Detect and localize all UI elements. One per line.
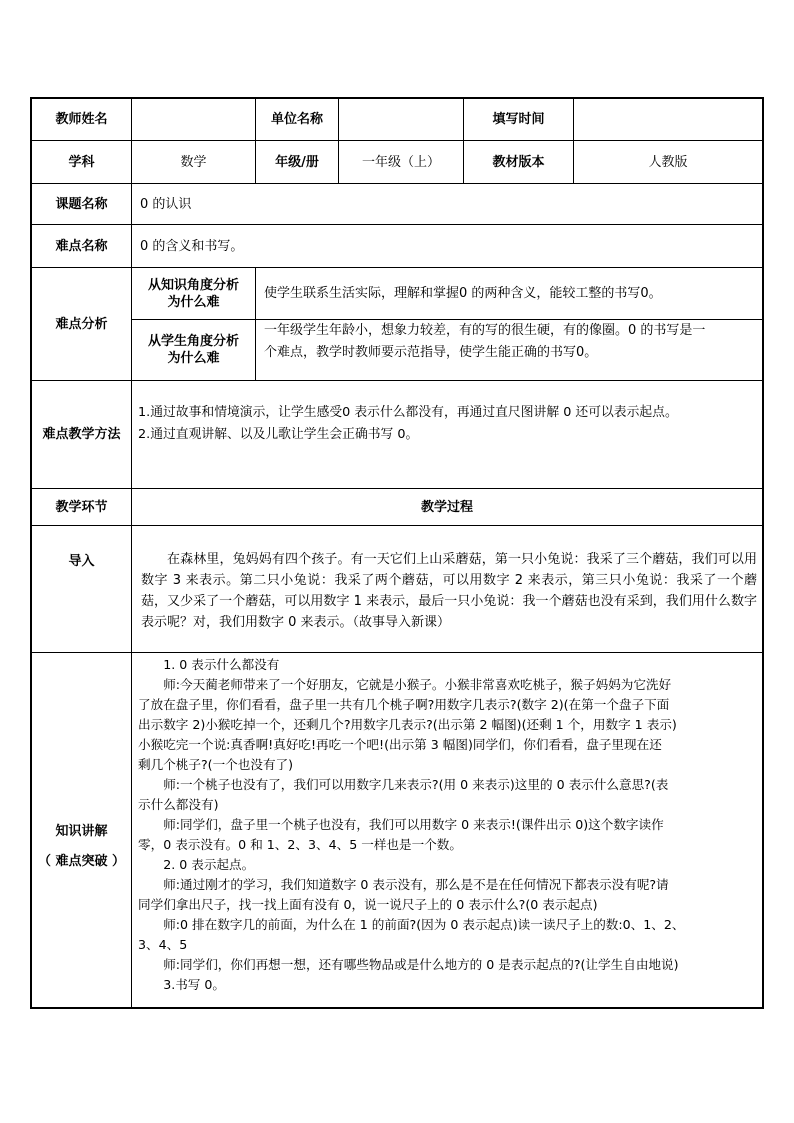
student-angle-label-line-1: 从学生角度分析 [147, 334, 239, 349]
topic-value: 0 的认识 [140, 196, 192, 212]
knowledge-label-line-2: （ 难点突破 ） [37, 854, 126, 869]
row-divider [30, 525, 764, 526]
subject-label: 学科 [68, 154, 95, 170]
difficulty-value: 0 的含义和书写。 [140, 238, 244, 254]
topic-label: 课题名称 [55, 196, 108, 212]
knowledge-angle-label-line-1: 从知识角度分析 [147, 277, 239, 293]
student-angle-text [256, 320, 762, 380]
fill-time-value[interactable] [574, 99, 762, 140]
knowledge-line: 剩几个桃子?(一个也没有了) [138, 757, 294, 772]
knowledge-angle-text: 使学生联系生活实际，理解和掌握0 的两种含义，能较工整的书写0。 [264, 286, 662, 301]
knowledge-line: 师:同学们，盘子里一个桃子也没有，我们可以用数字 0 来表示!(课件出示 0)这个数字读作 [138, 817, 664, 832]
student-angle-label-line-2: 为什么难 [167, 351, 220, 366]
method-line-1: 1.通过故事和情境演示，让学生感受0 表示什么都没有，再通过直尺图讲解 0 还可以表示起点。 [138, 405, 678, 420]
knowledge-line: 零，0 表示没有。0 和 1、2、3、4、5 一样也是一个数。 [138, 837, 462, 852]
method-text [138, 402, 760, 446]
grade-label: 年级/册 [275, 154, 319, 170]
knowledge-line: 示什么都没有) [138, 797, 219, 812]
knowledge-line: 师:0 排在数字几的前面，为什么在 1 的前面?(因为 0 表示起点)读一读尺子上的数:0、1、2、 [138, 917, 685, 932]
knowledge-line: 3、4、5 [138, 937, 188, 952]
row-divider [30, 380, 764, 381]
method-label: 难点教学方法 [42, 427, 121, 442]
process-header: 教学过程 [420, 499, 473, 515]
student-angle-text-line-1: 一年级学生年龄小，想象力较差，有的写的很生硬，有的像圈。0 的书写是一 [264, 323, 706, 338]
table-border-right [762, 97, 764, 1009]
unit-value[interactable] [339, 99, 463, 140]
student-angle-text-line-2: 个难点，教学时教师要示范指导，使学生能正确的书写0。 [264, 345, 598, 360]
knowledge-line: 师:同学们，你们再想一想，还有哪些物品或是什么地方的 0 是表示起点的?(让学生自由地说) [138, 957, 679, 972]
teacher-name-value[interactable] [132, 99, 255, 140]
knowledge-line: 3.书写 0。 [138, 977, 226, 992]
knowledge-text [138, 655, 762, 995]
edition-value: 人教版 [648, 154, 688, 170]
analysis-label: 难点分析 [55, 316, 108, 332]
intro-text [141, 549, 757, 633]
row-divider [30, 652, 764, 653]
subject-value: 数学 [180, 154, 207, 170]
knowledge-line: 师:通过刚才的学习，我们知道数字 0 表示没有，那么是不是在任何情况下都表示没有呢?请 [138, 877, 669, 892]
teacher-name-label: 教师姓名 [55, 112, 108, 127]
knowledge-line: 出示数字 2)小猴吃掉一个，还剩几个?用数字几表示?(出示第 2 幅图)(还剩 1 个，用数字 1 表示) [138, 717, 677, 732]
lesson-plan-table [30, 97, 764, 1009]
knowledge-line: 同学们拿出尺子，找一找上面有没有 0，说一说尺子上的 0 表示什么?(0 表示起点) [138, 897, 598, 912]
stage-header: 教学环节 [55, 499, 108, 515]
table-border-bottom [30, 1007, 764, 1009]
unit-label: 单位名称 [270, 112, 323, 127]
method-line-2: 2.通过直观讲解、以及儿歌让学生会正确书写 0。 [138, 427, 419, 442]
knowledge-angle-label [132, 268, 255, 319]
knowledge-label [32, 817, 131, 877]
knowledge-line: 师:一个桃子也没有了，我们可以用数字几来表示?(用 0 来表示)这里的 0 表示什么意思?(表 [138, 777, 669, 792]
fill-time-label: 填写时间 [492, 112, 545, 127]
student-angle-label [132, 320, 255, 380]
knowledge-line: 2. 0 表示起点。 [138, 857, 255, 872]
grade-value: 一年级（上） [361, 154, 440, 170]
difficulty-label: 难点名称 [55, 238, 108, 254]
intro-paragraph: 在森林里，兔妈妈有四个孩子。有一天它们上山采蘑菇，第一只小兔说：我采了三个蘑菇，我们可以用数字 3 来表示。第二只小兔说：我采了两个蘑菇，可以用数字 2 来表示，第三只小兔说：我采了一个蘑菇，又少采了一个蘑菇，可以用数字 1 来表示，最后一只小兔说：我一个蘑菇也没有采到，我们用什么数字表示呢？对，我们用数字 0 来表示。（故事导入新课） [141, 552, 757, 630]
intro-label: 导入 [68, 553, 95, 569]
knowledge-line: 1. 0 表示什么都没有 [138, 657, 280, 672]
edition-label: 教材版本 [492, 154, 545, 170]
knowledge-line: 小猴吃完一个说:真香啊!真好吃!再吃一个吧!(出示第 3 幅图)同学们，你们看看，盘子里现在还 [138, 737, 662, 752]
knowledge-line: 师:今天蔺老师带来了一个好朋友，它就是小猴子。小猴非常喜欢吃桃子，猴子妈妈为它洗好 [138, 677, 672, 692]
knowledge-angle-label-line-2: 为什么难 [167, 294, 220, 310]
knowledge-line: 了放在盘子里，你们看看，盘子里一共有几个桃子啊?用数字几表示?(数字 2)(在第一个盘子下面 [138, 697, 670, 712]
knowledge-label-line-1: 知识讲解 [55, 824, 108, 839]
